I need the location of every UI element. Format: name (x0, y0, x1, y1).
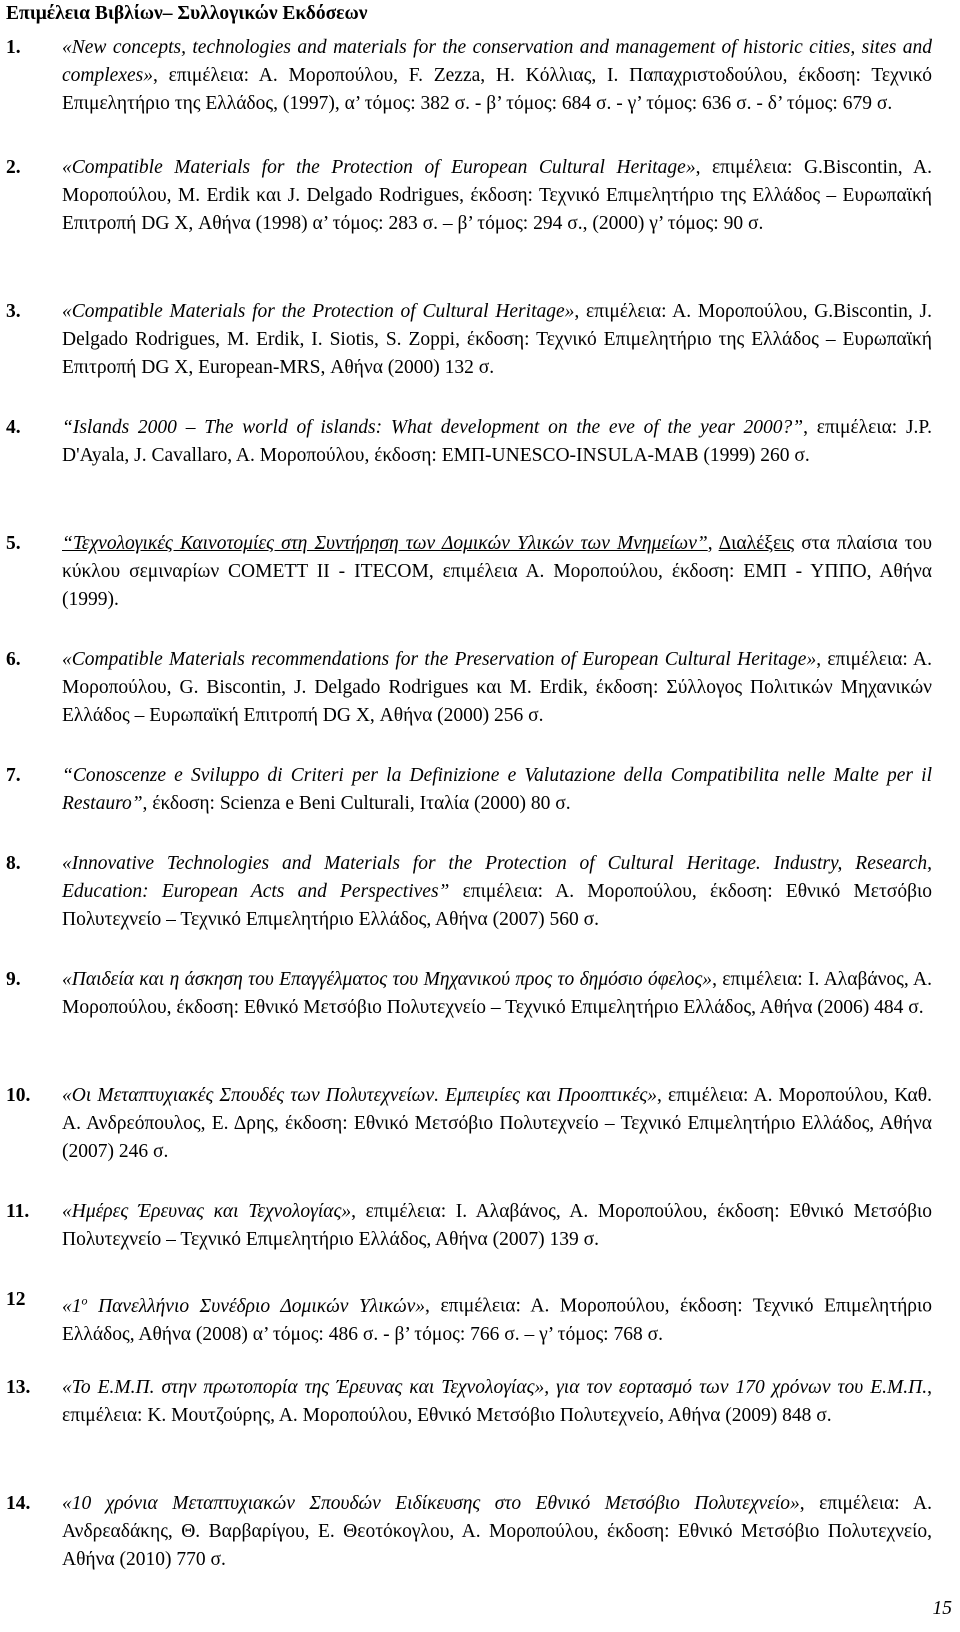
item-title: “Islands 2000 – The world of islands: What development on the eve of the year 2000?” (62, 417, 804, 438)
list-item (6, 530, 932, 614)
list-item (6, 1082, 932, 1166)
item-title (62, 1293, 426, 1317)
list-item (6, 414, 932, 470)
item-number: 7. (6, 765, 21, 786)
item-title: “Τεχνολογικές Καινοτομίες στη Συντήρηση των Δομικών Υλικών των Μνημείων” (62, 533, 708, 554)
item-number: 4. (6, 417, 21, 438)
item-text (62, 1082, 932, 1166)
item-details: , επιμέλεια: Α. Μοροπούλου, Καθ. Α. Ανδρεόπουλος, Ε. Δρης, έκδοση: Εθνικό Μετσόβιο Πολυτεχνείο – Τεχνικό Επιμελητήριο Ελλάδος, Αθήνα (2007) 246 σ. (62, 1085, 932, 1162)
item-title: «Innovative Technologies and Materials for the Protection of Cultural Heritage. Industry, Research, Education: European Acts and Perspectives” (62, 853, 932, 902)
item-text (62, 1374, 932, 1430)
item-number: 3. (6, 301, 21, 322)
item-text (62, 646, 932, 730)
list-item (6, 1198, 932, 1254)
item-title: «10 χρόνια Μεταπτυχιακών Σπουδών Ειδίκευσης στο Εθνικό Μετσόβιο Πολυτεχνείο» (62, 1493, 800, 1514)
item-text (62, 1286, 932, 1349)
item-title-end: Πανελλήνιο Συνέδριο Δομικών Υλικών» (87, 1295, 426, 1317)
page-heading: Επιμέλεια Βιβλίων– Συλλογικών Εκδόσεων (6, 3, 368, 24)
item-details: , επιμέλεια: Κ. Μουτζούρης, Α. Μοροπούλου, Εθνικό Μετσόβιο Πολυτεχνείο, Αθήνα (2009) 848 σ. (62, 1377, 932, 1426)
item-number: 6. (6, 649, 21, 670)
list-item (6, 298, 932, 382)
item-details: , επιμέλεια: J.P. D'Ayala, J. Cavallaro, A. Μοροπούλου, έκδοση: ΕΜΠ-UNESCO-INSULA-MAB (1999) 260 σ. (62, 417, 932, 466)
item-title: «Compatible Materials recommendations for the Preservation of European Cultural Heritage» (62, 649, 817, 670)
item-text (62, 414, 932, 470)
item-details: , επιμέλεια: G.Biscontin, A. Μοροπούλου, M. Erdik και J. Delgado Rodrigues, έκδοση: Τεχνικό Επιμελητήριο της Ελλάδος – Ευρωπαϊκή Επιτροπή DG X, Αθήνα (1998) α’ τόμος: 283 σ. – β’ τόμος: 294 σ., (2000) γ’ τόμος: 90 σ. (62, 157, 932, 234)
item-title: «Compatible Materials for the Protection of Cultural Heritage» (62, 301, 575, 322)
page-number: 15 (932, 1598, 952, 1619)
item-number: 11. (6, 1201, 30, 1222)
item-number: 13. (6, 1377, 31, 1398)
item-number: 5. (6, 533, 21, 554)
item-separator: , (707, 533, 719, 554)
item-title-superscript: ο (81, 1293, 88, 1307)
item-details: στα πλαίσια του κύκλου σεμιναρίων COMETT II - ITECOM, επιμέλεια Α. Μοροπούλου, έκδοση: ΕΜΠ - ΥΠΠΟ, Αθήνα (1999). (62, 533, 932, 610)
item-details: επιμέλεια: Α. Μοροπούλου, έκδοση: Εθνικό Μετσόβιο Πολυτεχνείο – Τεχνικό Επιμελητήριο Ελλάδος, Αθήνα (2007) 560 σ. (62, 881, 932, 930)
list-item (6, 646, 932, 730)
item-number: 2. (6, 157, 21, 178)
item-details: , επιμέλεια: Ι. Αλαβάνος, Α. Μοροπούλου, έκδοση: Εθνικό Μετσόβιο Πολυτεχνείο – Τεχνικό Επιμελητήριο Ελλάδος, Αθήνα (2007) 139 σ. (62, 1201, 932, 1250)
item-text (62, 154, 932, 238)
list-item (6, 1374, 932, 1430)
item-number: 8. (6, 853, 21, 874)
item-text (62, 966, 932, 1022)
item-text (62, 34, 932, 118)
item-text (62, 1490, 932, 1574)
item-text (62, 530, 932, 614)
item-title: «Ημέρες Έρευνας και Τεχνολογίας» (62, 1201, 352, 1222)
item-number: 1. (6, 37, 21, 58)
item-title: «Οι Μεταπτυχιακές Σπουδές των Πολυτεχνείων. Εμπειρίες και Προοπτικές» (62, 1085, 658, 1106)
item-details: , επιμέλεια: Α. Μοροπούλου, G. Biscontin, J. Delgado Rodrigues και M. Erdik, έκδοση: Σύλλογος Πολιτικών Μηχανικών Ελλάδος – Ευρωπαϊκή Επιτροπή DG X, Αθήνα (2000) 256 σ. (62, 649, 932, 726)
item-title: «Το Ε.Μ.Π. στην πρωτοπορία της Έρευνας και Τεχνολογίας», για τον εορτασμό των 170 χρόνων του Ε.Μ.Π. (62, 1377, 928, 1398)
item-details: , επιμέλεια: Ι. Αλαβάνος, Α. Μοροπούλου, έκδοση: Εθνικό Μετσόβιο Πολυτεχνείο – Τεχνικό Επιμελητήριο Ελλάδος, Αθήνα (2006) 484 σ. (62, 969, 932, 1018)
item-title: «Παιδεία και η άσκηση του Επαγγέλματος του Μηχανικού προς το δημόσιο όφελος» (62, 969, 713, 990)
item-text (62, 850, 932, 934)
list-item (6, 966, 932, 1022)
item-details: , επιμέλεια: Α. Μοροπούλου, G.Biscontin, J. Delgado Rodrigues, M. Erdik, I. Siotis, S. Zoppi, έκδοση: Τεχνικό Επιμελητήριο της Ελλάδος – Ευρωπαϊκή Επιτροπή DG X, European-MRS, Αθήνα (2000) 132 σ. (62, 301, 933, 378)
item-number: 14. (6, 1493, 31, 1514)
list-item (6, 34, 932, 118)
item-details: , επιμέλεια: Α. Μοροπούλου, F. Zezza, Η. Κόλλιας, Ι. Παπαχριστοδούλου, έκδοση: Τεχνικό Επιμελητήριο της Ελλάδος, (1997), α’ τόμος: 382 σ. - β’ τόμος: 684 σ. - γ’ τόμος: 636 σ. - δ’ τόμος: 679 σ. (62, 65, 932, 114)
item-text (62, 762, 932, 818)
item-title: «New concepts, technologies and materials for the conservation and management of historic cities, sites and complexes» (62, 37, 932, 86)
list-item (6, 850, 932, 934)
list-item (6, 762, 932, 818)
item-number: 12 (6, 1289, 26, 1310)
item-number: 9. (6, 969, 21, 990)
item-text (62, 1198, 932, 1254)
list-item (6, 1490, 932, 1574)
list-item (6, 154, 932, 238)
item-details: , επιμέλεια: Α. Μοροπούλου, έκδοση: Τεχνικό Επιμελητήριο Ελλάδος, Αθήνα (2008) α’ τόμος: 486 σ. - β’ τόμος: 766 σ. – γ’ τόμος: 768 σ. (62, 1295, 932, 1345)
item-number: 10. (6, 1085, 31, 1106)
item-details: , επιμέλεια: Α. Ανδρεαδάκης, Θ. Βαρβαρίγου, Ε. Θεοτόκογλου, Α. Μοροπούλου, έκδοση: Εθνικό Μετσόβιο Πολυτεχνείο, Αθήνα (2010) 770 σ. (62, 1493, 932, 1570)
item-title: «Compatible Materials for the Protection of European Cultural Heritage» (62, 157, 696, 178)
list-item (6, 1286, 932, 1349)
item-title-start: «1 (62, 1295, 82, 1317)
item-text (62, 298, 932, 382)
item-title: “Conoscenze e Sviluppo di Criteri per la Definizione e Valutazione della Compatibilita nelle Malte per il Restauro” (62, 765, 932, 814)
lectures-link[interactable]: Διαλέξεις (718, 533, 795, 554)
item-details: , έκδοση: Scienza e Beni Culturali, Ιταλία (2000) 80 σ. (142, 793, 571, 814)
